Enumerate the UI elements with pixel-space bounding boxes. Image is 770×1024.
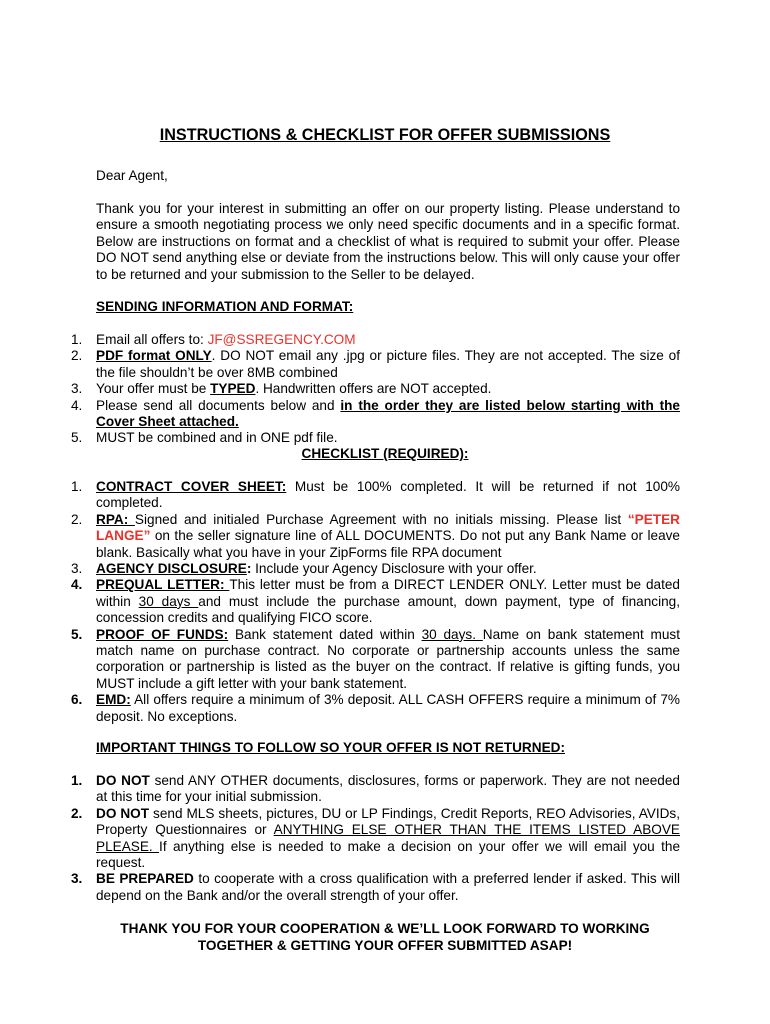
list-item: 3. BE PREPARED to cooperate with a cross qualification with a preferred lender if asked. This will depend on the Bank and/or the overall strength of your offer. <box>71 871 680 903</box>
list-item: 4. Please send all documents below and in the order they are listed below starting with the Cover Sheet attached. <box>71 397 680 430</box>
closing-message <box>0 920 770 954</box>
email-link[interactable]: JF@SSREGENCY.COM <box>207 332 356 347</box>
important-heading: IMPORTANT THINGS TO FOLLOW SO YOUR OFFER IS NOT RETURNED: <box>96 740 565 755</box>
page-title: INSTRUCTIONS & CHECKLIST FOR OFFER SUBMISSIONS <box>159 126 611 144</box>
list-item: 2. RPA: Signed and initialed Purchase Agreement with no initials missing. Please list “PETER LANGE” on the seller signature line of ALL DOCUMENTS. Do not put any Bank Name or leave blank. Basically what you have in your ZipForms file RPA document <box>71 511 680 560</box>
sending-heading: SENDING INFORMATION AND FORMAT: <box>96 299 354 314</box>
list-item: 1. CONTRACT COVER SHEET: Must be 100% completed. It will be returned if not 100% completed. <box>71 479 680 511</box>
list-item: 5. MUST be combined and in ONE pdf file. <box>71 430 338 446</box>
closing-line-2: TOGETHER & GETTING YOUR OFFER SUBMITTED ASAP! <box>197 938 573 953</box>
list-item: 1. DO NOT send ANY OTHER documents, disclosures, forms or paperwork. They are not needed at this time for your initial submission. <box>71 773 680 805</box>
list-item: 2. DO NOT send MLS sheets, pictures, DU or LP Findings, Credit Reports, REO Advisories, AVIDs, Property Questionnaires or ANYTHING ELSE OTHER THAN THE ITEMS LISTED ABOVE PLEASE. If anything else is needed to make a decision on your offer we will email you the request. <box>71 805 681 871</box>
checklist-heading: CHECKLIST (REQUIRED): <box>301 446 469 461</box>
list-item: 4. PREQUAL LETTER: This letter must be from a DIRECT LENDER ONLY. Letter must be dated within 30 days and must include the purchase amount, down payment, type of financing, concession credits and qualifying FICO score. <box>71 577 681 626</box>
list-item: 3. AGENCY DISCLOSURE: Include your Agency Disclosure with your offer. <box>71 561 537 577</box>
list-item: 5. PROOF OF FUNDS: Bank statement dated within 30 days. Name on bank statement must match name on purchase contract. No corporate or partnership accounts unless the same corporation or partnership is listed as the buyer on the contract. If relative is gifting funds, you MUST include a gift letter with your bank statement. <box>71 626 680 691</box>
list-item: 2. PDF format ONLY. DO NOT email any .jpg or picture files. They are not accepted. The size of the file shouldn’t be over 8MB combined <box>71 348 680 380</box>
checklist-list <box>71 479 681 725</box>
list-item: 6. EMD: All offers require a minimum of 3% deposit. ALL CASH OFFERS require a minimum of 7% deposit. No exceptions. <box>71 692 680 724</box>
greeting: Dear Agent, <box>96 168 168 183</box>
important-list <box>71 773 681 904</box>
closing-line-1: THANK YOU FOR YOUR COOPERATION & WE’LL LOOK FORWARD TO WORKING <box>120 921 650 936</box>
list-item: 3. Your offer must be TYPED. Handwritten offers are NOT accepted. <box>71 381 492 397</box>
list-item: 1. Email all offers to: JF@SSREGENCY.COM <box>71 332 356 347</box>
sending-list <box>71 332 680 447</box>
intro-paragraph: Thank you for your interest in submitting an offer on our property listing. Please understand to ensure a smooth negotiating process we only need specific documents and in a specific format. Below are instructions on format and a checklist of what is required to submit your offer. Please DO NOT send anything else or deviate from the instructions below. This will only cause your offer to be returned and your submission to the Seller to be delayed. <box>96 201 680 282</box>
